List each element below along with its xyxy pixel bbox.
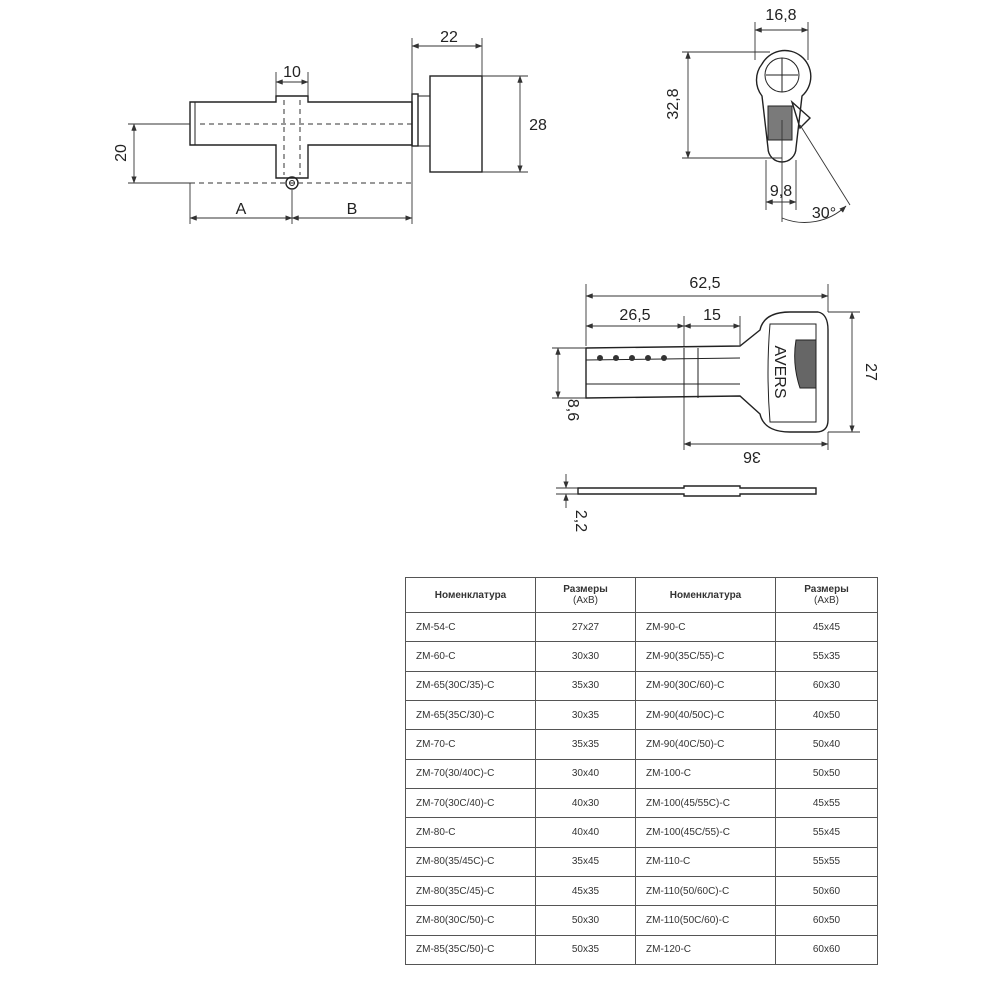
header-nomenclature-1: Номенклатура: [406, 578, 536, 613]
cell-name-right: ZM-100-C: [636, 759, 776, 788]
cell-name-right: ZM-90(40/50C)-C: [636, 700, 776, 729]
header-size-1-label: Размеры: [563, 584, 608, 595]
cell-name-left: ZM-85(35C/50)-C: [406, 935, 536, 964]
cell-size-left: 30x35: [536, 700, 636, 729]
header-size-2-sub: (AxB): [814, 595, 839, 606]
dim-label-2-2: 2,2: [572, 509, 589, 533]
dim-label-27: 27: [862, 363, 879, 381]
cell-name-right: ZM-110-C: [636, 847, 776, 876]
cell-name-left: ZM-54-C: [406, 613, 536, 642]
cell-name-left: ZM-80(30C/50)-C: [406, 906, 536, 935]
table-row: [406, 642, 878, 671]
dim-label-16-8: 16,8: [765, 7, 797, 24]
cell-size-left: 30x40: [536, 759, 636, 788]
dim-label-20: 20: [113, 144, 130, 162]
table-row: [406, 700, 878, 729]
cell-name-left: ZM-80-C: [406, 818, 536, 847]
cell-name-left: ZM-70(30/40C)-C: [406, 759, 536, 788]
header-size-2: [776, 578, 878, 613]
cell-name-left: ZM-65(30C/35)-C: [406, 671, 536, 700]
cell-size-right: 55x45: [776, 818, 878, 847]
dim-label-8-6: 8,6: [564, 398, 581, 422]
dim-label-22: 22: [440, 29, 458, 46]
cell-size-left: 50x30: [536, 906, 636, 935]
table-row: [406, 759, 878, 788]
cell-size-left: 40x30: [536, 788, 636, 817]
cell-size-right: 40x50: [776, 700, 878, 729]
nomenclature-table: [405, 577, 878, 965]
cell-name-right: ZM-90(30C/60)-C: [636, 671, 776, 700]
key-view: [552, 275, 879, 532]
cell-size-right: 50x40: [776, 730, 878, 759]
table-row: [406, 847, 878, 876]
cell-size-right: 45x45: [776, 613, 878, 642]
cell-size-left: 35x45: [536, 847, 636, 876]
cylinder-side-view: [113, 29, 547, 224]
dim-label-9-8: 9,8: [769, 183, 793, 200]
cell-name-left: ZM-80(35/45C)-C: [406, 847, 536, 876]
cell-size-right: 60x60: [776, 935, 878, 964]
cell-size-left: 50x35: [536, 935, 636, 964]
cell-size-right: 55x35: [776, 642, 878, 671]
dim-label-10: 10: [283, 64, 301, 81]
cell-name-right: ZM-100(45/55C)-C: [636, 788, 776, 817]
header-nomenclature-2: Номенклатура: [636, 578, 776, 613]
table-row: [406, 935, 878, 964]
dim-label-a: A: [235, 201, 247, 218]
cell-size-right: 45x55: [776, 788, 878, 817]
cell-size-right: 60x30: [776, 671, 878, 700]
dim-label-62-5: 62,5: [689, 275, 721, 292]
cell-name-left: ZM-65(35C/30)-C: [406, 700, 536, 729]
cell-name-left: ZM-60-C: [406, 642, 536, 671]
cell-name-right: ZM-90(40C/50)-C: [636, 730, 776, 759]
cell-name-right: ZM-120-C: [636, 935, 776, 964]
table-row: [406, 788, 878, 817]
dim-label-32-8: 32,8: [665, 88, 682, 120]
brand-label: AVERS: [771, 345, 788, 399]
cell-name-right: ZM-110(50/60C)-C: [636, 876, 776, 905]
cell-size-left: 45x35: [536, 876, 636, 905]
table-row: [406, 876, 878, 905]
cell-name-left: ZM-70-C: [406, 730, 536, 759]
table-row: [406, 730, 878, 759]
cell-size-left: 35x35: [536, 730, 636, 759]
table-header-row: [406, 578, 878, 613]
dim-label-28: 28: [529, 117, 547, 134]
cell-size-left: 40x40: [536, 818, 636, 847]
table-row: [406, 818, 878, 847]
dim-label-30-deg: 30°: [811, 205, 837, 222]
cell-name-right: ZM-90-C: [636, 613, 776, 642]
header-size-1: [536, 578, 636, 613]
cell-size-right: 60x50: [776, 906, 878, 935]
header-size-1-sub: (AxB): [573, 595, 598, 606]
cell-size-left: 30x30: [536, 642, 636, 671]
cell-size-right: 50x50: [776, 759, 878, 788]
table-row: [406, 613, 878, 642]
cell-size-right: 50x60: [776, 876, 878, 905]
dim-label-26-5: 26,5: [619, 307, 651, 324]
table-row: [406, 671, 878, 700]
table-row: [406, 906, 878, 935]
cell-name-right: ZM-90(35C/55)-C: [636, 642, 776, 671]
cell-name-left: ZM-80(35C/45)-C: [406, 876, 536, 905]
cell-name-right: ZM-110(50C/60)-C: [636, 906, 776, 935]
cell-size-left: 35x30: [536, 671, 636, 700]
cell-name-right: ZM-100(45C/55)-C: [636, 818, 776, 847]
cylinder-profile-view: [665, 7, 850, 222]
cell-size-left: 27x27: [536, 613, 636, 642]
header-size-2-label: Размеры: [804, 584, 849, 595]
dim-label-15: 15: [703, 307, 721, 324]
cell-name-left: ZM-70(30C/40)-C: [406, 788, 536, 817]
dim-label-b: B: [346, 201, 358, 218]
cell-size-right: 55x55: [776, 847, 878, 876]
dim-label-36: 36: [743, 448, 761, 465]
